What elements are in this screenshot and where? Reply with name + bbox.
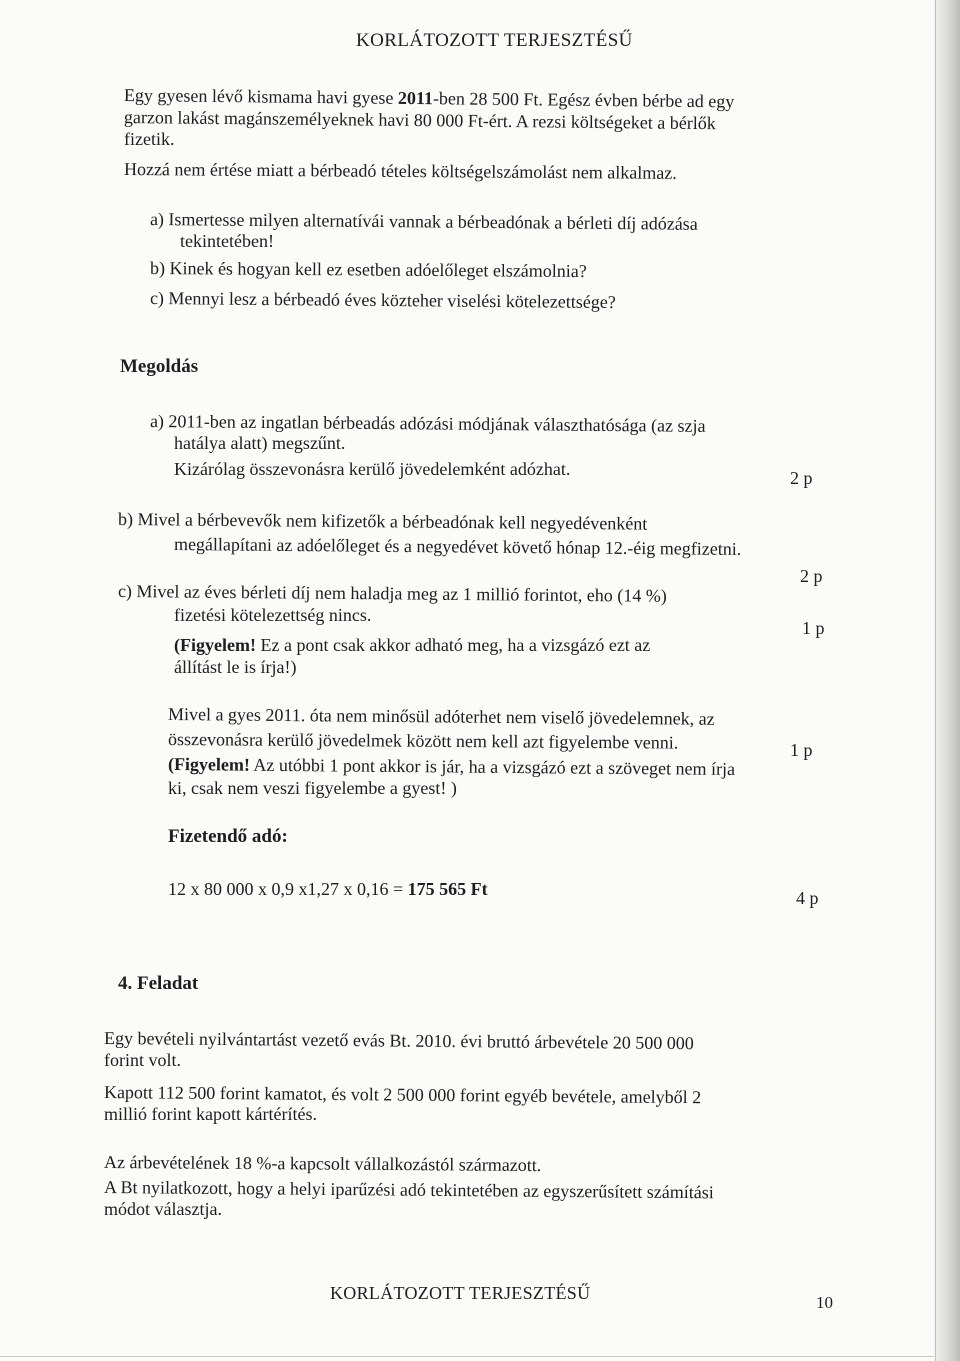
page-header: KORLÁTOZOTT TERJESZTÉSŰ [356,30,633,51]
solution-heading: Megoldás [120,356,199,377]
solution-c-line-2: fizetési kötelezettség nincs. [174,605,372,625]
solution-b-line-1: b) Mivel a bérbevevők nem kifizetők a bérbeadónak kell negyedévenként [117,509,648,534]
tax-points: 4 p [796,888,819,908]
intro-line-1: Egy gyesen lévő kismama havi gyese 2011-ben 28 500 Ft. Egész évben bérbe ad egy [123,85,735,112]
tax-calculation: 12 x 80 000 x 0,9 x1,27 x 0,16 = 175 565 Ft [168,879,488,899]
intro-line-4: Hozzá nem értése miatt a bérbeadó tételes költségelszámolást nem alkalmaz. [123,159,677,183]
tax-heading: Fizetendő adó: [168,826,288,847]
solution-d-points: 1 p [790,740,813,760]
page-number: 10 [816,1293,833,1312]
task-4-line-2: forint volt. [104,1050,181,1070]
scan-edge-line [935,0,936,1361]
solution-a-line-1: a) 2011-ben az ingatlan bérbeadás adózási módjának választhatósága (az szja [149,411,706,436]
page-footer: KORLÁTOZOTT TERJESZTÉSŰ [330,1283,591,1303]
question-a-line-1: a) Ismertesse milyen alternatívái vannak a bérbeadónak a bérleti díj adózása [149,209,698,234]
task-4-line-5: Az árbevételének 18 %-a kapcsolt vállalkozástól származott. [103,1152,542,1176]
intro-line-2: garzon lakást magánszemélyeknek havi 80 000 Ft-ért. A rezsi költségeket a bérlők [123,107,716,134]
intro-line-3: fizetik. [124,129,175,149]
solution-b-points: 2 p [800,566,823,586]
question-a-line-2: tekintetében! [180,231,274,251]
solution-c-points: 1 p [802,618,825,638]
solution-b-line-2: megállapítani az adóelőleget és a negyedévet követő hónap 12.-éig megfizetni. [173,534,742,559]
task-4-line-1: Egy bevételi nyilvántartást vezető evás Bt. 2010. évi bruttó árbevétele 20 500 000 [103,1028,694,1054]
task-4-line-3: Kapott 112 500 forint kamatot, és volt 2 500 000 forint egyéb bevétele, amelyből 2 [103,1082,702,1108]
task-4-line-6: A Bt nyilatkozott, hogy a helyi iparűzési adó tekintetében az egyszerűsített számítási [103,1177,714,1203]
question-b: b) Kinek és hogyan kell ez esetben adóelőleget elszámolnia? [149,258,587,282]
solution-a-line-3: Kizárólag összevonásra kerülő jövedelemként adózhat. [174,459,571,479]
solution-a-line-2: hatálya alatt) megszűnt. [174,433,346,453]
solution-d-note-line-2: ki, csak nem veszi figyelembe a gyest! ) [168,778,457,798]
task-4-line-4: millió forint kapott kártérítés. [104,1104,317,1124]
task-4-heading: 4. Feladat [118,973,199,994]
task-4-line-7: módot választja. [104,1199,222,1219]
solution-c-note-line-1: (Figyelem! Ez a pont csak akkor adható meg, ha a vizsgázó ezt az [174,635,651,655]
scan-edge-shadow [934,0,960,1361]
question-c: c) Mennyi lesz a bérbeadó éves közteher viselési kötelezettsége? [149,288,616,313]
solution-d-note-line-1: (Figyelem! Az utóbbi 1 pont akkor is jár, ha a vizsgázó ezt a szöveget nem írja [167,754,736,779]
solution-c-line-1: c) Mivel az éves bérleti díj nem haladja meg az 1 millió forintot, eho (14 %) [117,581,667,606]
solution-c-note-line-2: állítást le is írja!) [174,657,297,677]
bottom-scan-line [0,1356,934,1357]
solution-a-points: 2 p [790,468,813,488]
solution-d-line-2: összevonásra kerülő jövedelmek között nem kell azt figyelembe venni. [167,729,679,753]
solution-d-line-1: Mivel a gyes 2011. óta nem minősül adóterhet nem viselő jövedelemnek, az [167,704,715,729]
